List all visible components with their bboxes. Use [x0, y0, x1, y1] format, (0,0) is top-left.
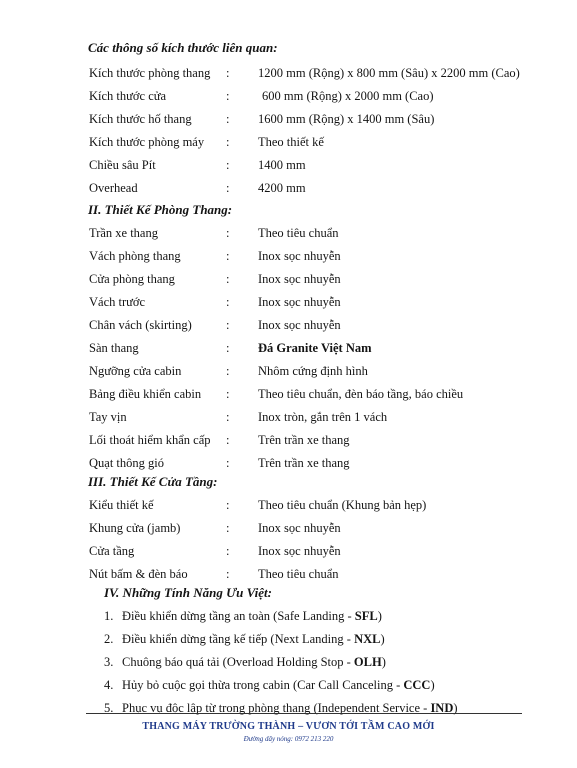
section-cabin-title: II. Thiết Kế Phòng Thang:: [88, 202, 233, 217]
spec-value: Theo tiêu chuẩn: [258, 226, 339, 240]
spec-label: Kích thước phòng thang: [89, 66, 211, 80]
spec-value: Inox sọc nhuyễn: [258, 249, 341, 263]
spec-label: Quạt thông gió: [89, 456, 164, 470]
footer-slogan: THANG MÁY TRƯỜNG THÀNH – VƯƠN TỚI TẦM CAO MỚI: [142, 721, 435, 732]
spec-colon: :: [226, 364, 230, 378]
section-dimensions-title: Các thông số kích thước liên quan:: [88, 40, 278, 55]
spec-value: 1200 mm (Rộng) x 800 mm (Sâu) x 2200 mm (Cao): [258, 66, 520, 80]
feature-number: 1.: [104, 609, 114, 623]
spec-label: Cửa tầng: [89, 544, 135, 558]
spec-colon: :: [226, 387, 230, 401]
spec-colon: :: [226, 318, 230, 332]
footer-divider: [86, 713, 522, 714]
spec-colon: :: [226, 521, 230, 535]
feature-code: CCC: [403, 678, 431, 692]
spec-value: 1600 mm (Rộng) x 1400 mm (Sâu): [258, 112, 435, 126]
footer-hotline: Đường dây nóng: 0972 213 220: [243, 735, 334, 743]
spec-value: Theo tiêu chuẩn: [258, 567, 339, 581]
feature-text: Điều khiển dừng tầng an toàn (Safe Landing - SFL): [122, 609, 382, 623]
spec-colon: :: [226, 433, 230, 447]
spec-value: Inox tròn, gắn trên 1 vách: [258, 410, 388, 424]
spec-label: Khung cửa (jamb): [89, 521, 181, 535]
spec-label: Kích thước cửa: [89, 89, 167, 103]
spec-colon: :: [226, 295, 230, 309]
spec-value: Nhôm cứng định hình: [258, 364, 368, 378]
spec-colon: :: [226, 135, 230, 149]
spec-label: Lối thoát hiểm khẩn cấp: [89, 433, 211, 447]
feature-code: NXL: [354, 632, 381, 646]
spec-colon: :: [226, 341, 230, 355]
spec-colon: :: [226, 410, 230, 424]
spec-label: Kích thước phòng máy: [89, 135, 205, 149]
spec-colon: :: [226, 498, 230, 512]
spec-colon: :: [226, 456, 230, 470]
spec-label: Chiều sâu Pít: [89, 158, 156, 172]
section-doors-title: III. Thiết Kế Cửa Tầng:: [88, 474, 218, 489]
spec-label: Tay vịn: [89, 410, 127, 424]
spec-value: Inox sọc nhuyễn: [258, 521, 341, 535]
spec-value: 4200 mm: [258, 181, 306, 195]
feature-number: 2.: [104, 632, 114, 646]
spec-colon: :: [226, 112, 230, 126]
spec-colon: :: [226, 66, 230, 80]
spec-value: Theo thiết kế: [258, 135, 324, 149]
spec-label: Chân vách (skirting): [89, 318, 192, 332]
spec-value: Trên trần xe thang: [258, 456, 350, 470]
spec-value: Theo tiêu chuẩn, đèn báo tầng, báo chiều: [258, 387, 464, 401]
spec-label: Trần xe thang: [89, 226, 158, 240]
feature-code: IND: [430, 701, 454, 715]
feature-number: 4.: [104, 678, 114, 692]
spec-value: Inox sọc nhuyễn: [258, 318, 341, 332]
spec-colon: :: [226, 272, 230, 286]
spec-value: Đá Granite Việt Nam: [258, 341, 372, 355]
feature-number: 5.: [104, 701, 114, 715]
spec-label: Bảng điều khiển cabin: [89, 387, 202, 401]
spec-label: Vách phòng thang: [89, 249, 181, 263]
spec-label: Vách trước: [89, 295, 146, 309]
spec-label: Kiểu thiết kế: [89, 498, 154, 512]
spec-value: Inox sọc nhuyễn: [258, 272, 341, 286]
spec-label: Sàn thang: [89, 341, 139, 355]
spec-colon: :: [226, 181, 230, 195]
feature-text: Điều khiển dừng tầng kế tiếp (Next Landing - NXL): [122, 632, 385, 646]
feature-text: Phục vụ độc lập từ trong phòng thang (Independent Service - IND): [122, 701, 458, 715]
spec-colon: :: [226, 158, 230, 172]
spec-label: Overhead: [89, 181, 138, 195]
spec-colon: :: [226, 544, 230, 558]
feature-code: SFL: [354, 609, 378, 623]
spec-label: Ngưỡng cửa cabin: [89, 364, 182, 378]
spec-colon: :: [226, 226, 230, 240]
spec-colon: :: [226, 567, 230, 581]
spec-value: Trên trần xe thang: [258, 433, 350, 447]
spec-label: Kích thước hố thang: [89, 112, 192, 126]
feature-code: OLH: [353, 655, 382, 669]
spec-value: 1400 mm: [258, 158, 306, 172]
feature-number: 3.: [104, 655, 114, 669]
spec-value: 600 mm (Rộng) x 2000 mm (Cao): [262, 89, 434, 103]
feature-text: Chuông báo quá tải (Overload Holding Stop - OLH): [122, 655, 386, 669]
spec-value: Inox sọc nhuyễn: [258, 295, 341, 309]
section-features-title: IV. Những Tính Năng Ưu Việt:: [104, 585, 272, 600]
spec-colon: :: [226, 249, 230, 263]
feature-text: Hủy bỏ cuộc gọi thừa trong cabin (Car Call Canceling - CCC): [122, 678, 435, 692]
spec-label: Cửa phòng thang: [89, 272, 175, 286]
spec-value: Theo tiêu chuẩn (Khung bản hẹp): [258, 498, 427, 512]
spec-label: Nút bấm & đèn báo: [89, 567, 188, 581]
spec-value: Inox sọc nhuyễn: [258, 544, 341, 558]
spec-colon: :: [226, 89, 230, 103]
